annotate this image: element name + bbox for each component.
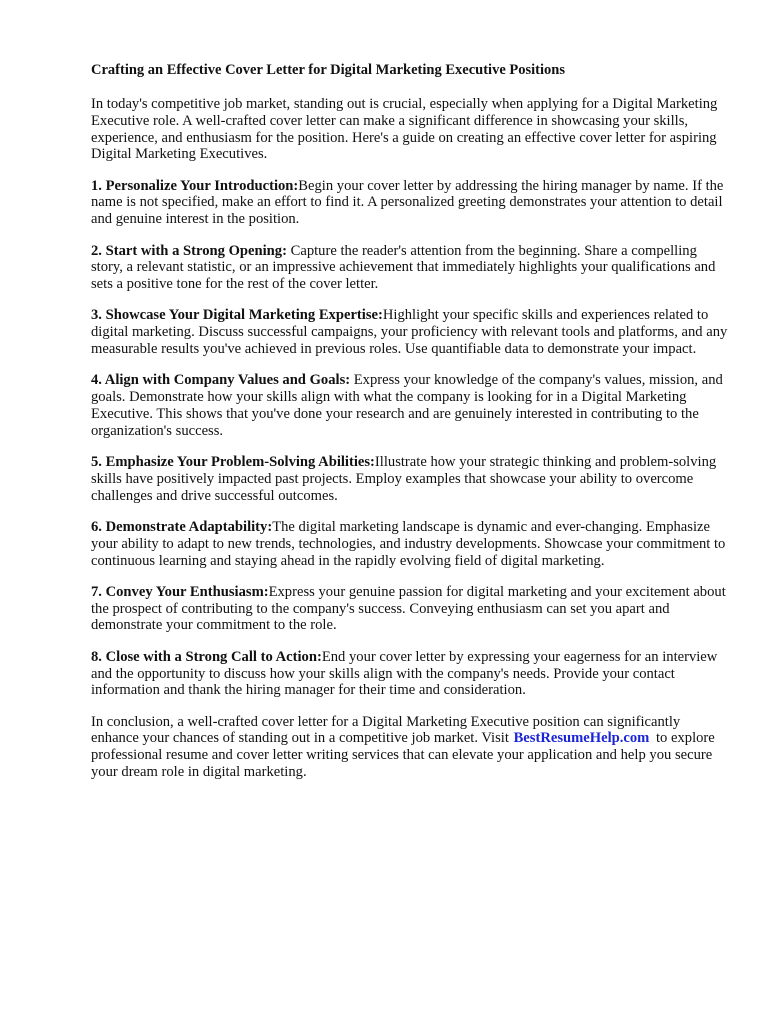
section-8-paragraph — [91, 649, 731, 699]
section-6-heading: 6. Demonstrate Adaptability: — [91, 518, 273, 535]
conclusion-text-after-link: to explore professional resume and cover letter writing services that can elevate your application and help you secure your dream role in digital marketing. — [91, 730, 715, 780]
section-7-body: Express your genuine passion for digital marketing and your excitement about the prospect of contributing to the company's success. Conveying enthusiasm can set you apart and demonstrate your commitment to the role. — [91, 583, 726, 634]
section-7-paragraph — [91, 584, 731, 634]
section-7-heading: 7. Convey Your Enthusiasm: — [91, 583, 269, 600]
intro-paragraph: In today's competitive job market, standing out is crucial, especially when applying for a Digital Marketing Executive role. A well-crafted cover letter can make a significant difference in showcasing your skills, experience, and enthusiasm for the position. Here's a guide on creating an effective cover letter for aspiring Digital Marketing Executives. — [91, 96, 718, 163]
conclusion-text-before-link: In conclusion, a well-crafted cover letter for a Digital Marketing Executive position can significantly enhance your chances of standing out in a competitive job market. Visit — [91, 713, 681, 747]
section-4-heading: 4. Align with Company Values and Goals: — [91, 372, 351, 389]
document-title: Crafting an Effective Cover Letter for Digital Marketing Executive Positions — [91, 62, 565, 78]
section-2-heading: 2. Start with a Strong Opening: — [91, 242, 287, 259]
section-2-paragraph — [91, 243, 731, 293]
section-3-body: Highlight your specific skills and experiences related to digital marketing. Discuss successful campaigns, your proficiency with relevant tools and platforms, and any measurable results you've achieved in previous roles. Use quantifiable data to demonstrate your impact. — [91, 307, 728, 358]
document-page — [91, 62, 731, 795]
section-5-body: Illustrate how your strategic thinking and problem-solving skills have positively impacted past projects. Employ examples that showcase your ability to overcome challenges and drive successful outcomes. — [91, 454, 717, 504]
section-4-body: Express your knowledge of the company's values, mission, and goals. Demonstrate how your skills align with what the company is looking for in a Digital Marketing Executive. This shows that you've done your research and are genuinely interested in contributing to the organization's success. — [91, 372, 723, 439]
section-8-heading: 8. Close with a Strong Call to Action: — [91, 648, 322, 665]
section-1-paragraph — [91, 178, 731, 228]
best-resume-help-link[interactable]: BestResumeHelp.com — [513, 730, 650, 747]
conclusion-paragraph — [91, 714, 731, 781]
section-6-paragraph — [91, 519, 731, 569]
section-4-paragraph — [91, 372, 731, 439]
section-8-body: End your cover letter by expressing your eagerness for an interview and the opportunity to discuss how your skills align with the company's needs. Provide your contact information and thank the hiring manager for their time and consideration. — [91, 648, 718, 699]
section-1-body: Begin your cover letter by addressing the hiring manager by name. If the name is not specified, make an effort to find it. A personalized greeting demonstrates your attention to detail and genuine interest in the position. — [91, 177, 724, 228]
section-3-heading: 3. Showcase Your Digital Marketing Expertise: — [91, 307, 383, 324]
section-2-body: Capture the reader's attention from the beginning. Share a compelling story, a relevant statistic, or an impressive achievement that immediately highlights your qualifications and sets a positive tone for the rest of the cover letter. — [91, 242, 716, 293]
section-5-paragraph — [91, 454, 731, 504]
section-6-body: The digital marketing landscape is dynamic and ever-changing. Emphasize your ability to adapt to new trends, technologies, and industry developments. Showcase your commitment to continuous learning and staying ahead in the rapidly evolving field of digital marketing. — [91, 518, 726, 569]
section-1-heading: 1. Personalize Your Introduction: — [91, 177, 299, 194]
section-3-paragraph — [91, 307, 731, 357]
section-5-heading: 5. Emphasize Your Problem-Solving Abilities: — [91, 454, 375, 471]
